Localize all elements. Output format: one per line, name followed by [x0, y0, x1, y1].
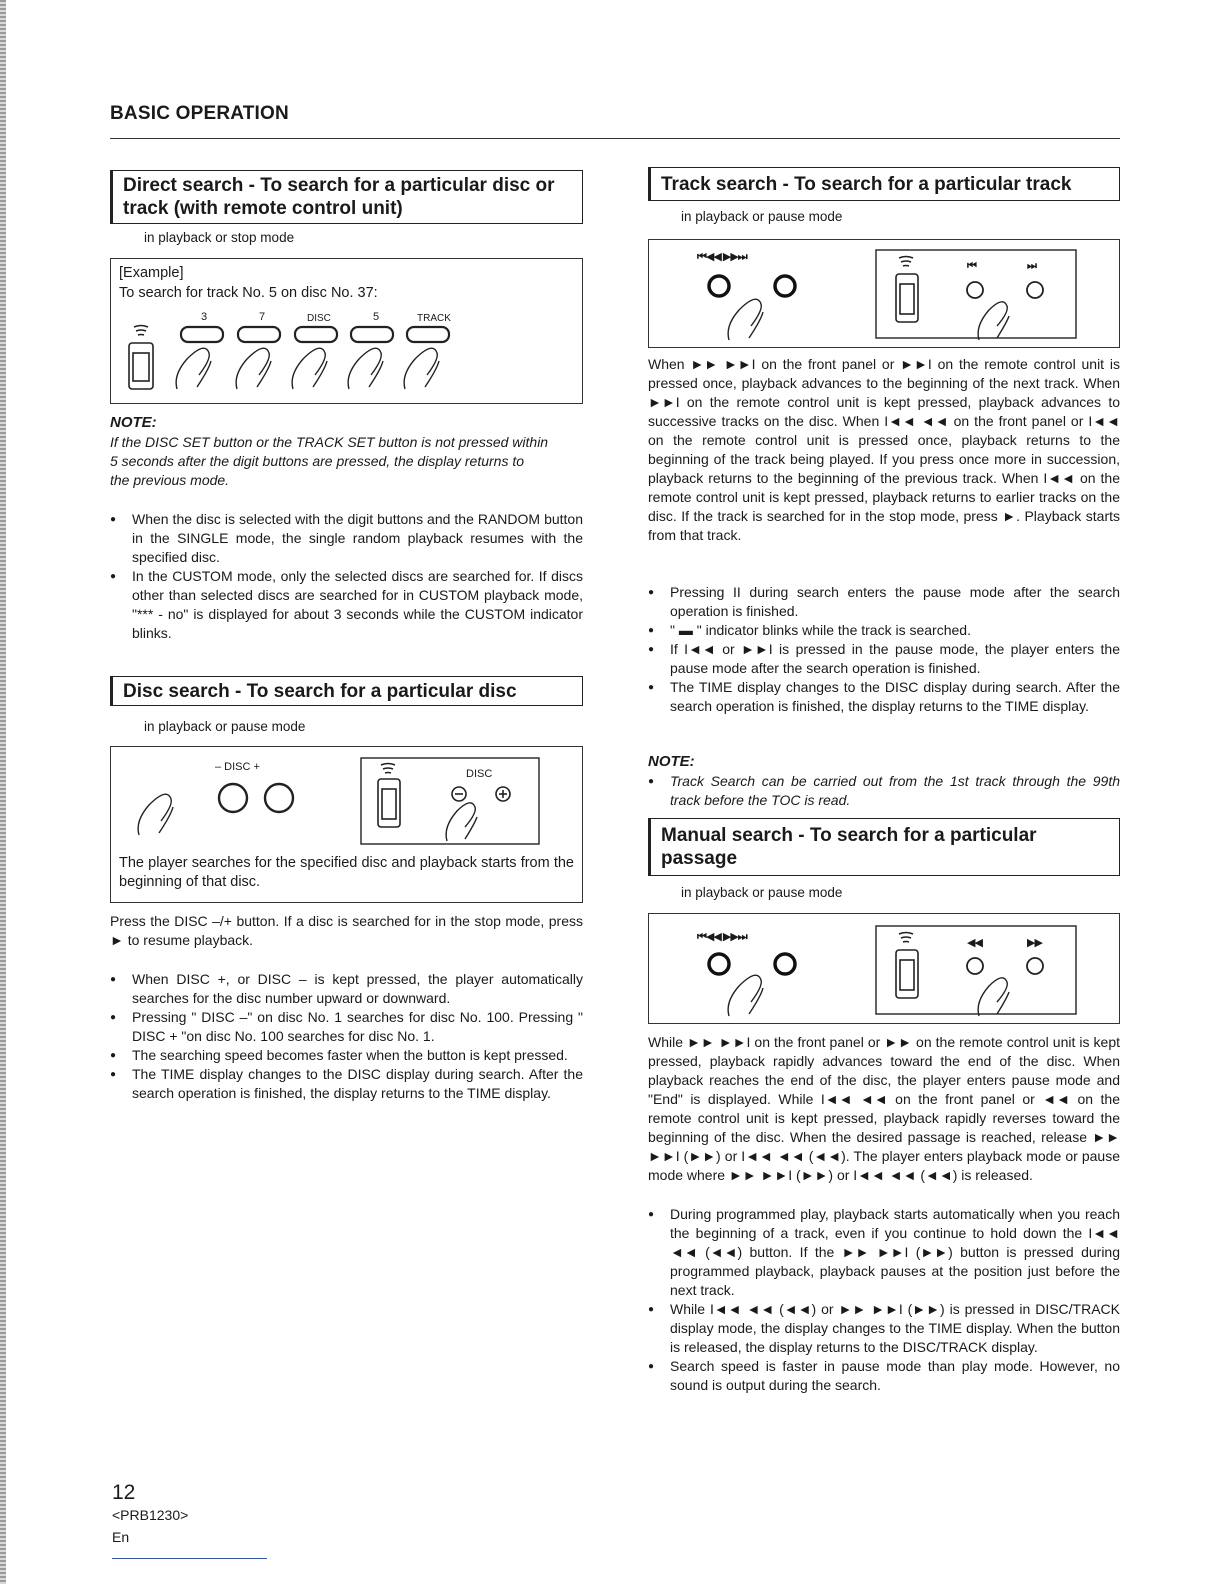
- finger-icons: [176, 348, 439, 389]
- list-item: ● Track Search can be carried out from the 1st track through the 99th track before the TOC is read.: [648, 772, 1120, 810]
- list-item: ● If I◄◄ or ►►I is pressed in the pause mode, the player enters the pause mode after the search operation is finished.: [648, 640, 1120, 678]
- btn-label-track: TRACK: [417, 313, 451, 324]
- document-code: <PRB1230>: [112, 1507, 189, 1523]
- track-note-heading: NOTE:: [648, 753, 695, 770]
- finger-icon: [978, 978, 1009, 1016]
- btn-label-7: 7: [259, 311, 266, 323]
- manual-search-title: [648, 818, 1120, 876]
- disc-para: Press the DISC –/+ button. If a disc is searched for in the stop mode, press ► to resume playback.: [110, 913, 583, 948]
- disc-bullets: [110, 970, 583, 1103]
- front-panel-skip-buttons: [709, 276, 795, 296]
- direct-mode: in playback or stop mode: [144, 230, 295, 245]
- list-item: ● Pressing II during search enters the pause mode after the search operation is finished.: [648, 583, 1120, 621]
- manual-panel-symbols: ⏮◀◀ ▶▶⏭: [697, 931, 747, 943]
- track-buttons-illustration: [649, 240, 1119, 347]
- finger-icon: [978, 302, 1009, 340]
- list-item: ● The TIME display changes to the DISC display during search. After the search operation is finished, the display returns to the TIME display.: [110, 1065, 583, 1103]
- track-frame: [648, 239, 1120, 348]
- remote-control-icon: [896, 933, 918, 999]
- front-panel-disc-buttons: [219, 784, 293, 812]
- list-item: ● While I◄◄ ◄◄ (◄◄) or ►► ►►I (►►) is pressed in DISC/TRACK display mode, the display changes to the TIME display. When the button is released, the display returns to the DISC/TRACK display.: [648, 1300, 1120, 1357]
- direct-bullets: [110, 510, 583, 643]
- track-search-title: Track search - To search for a particular track: [648, 167, 1120, 201]
- direct-note-line: the previous mode.: [110, 472, 230, 488]
- manual-title-line-2: passage: [661, 848, 738, 869]
- direct-search-title: [110, 170, 583, 224]
- list-item: ● Pressing " DISC –" on disc No. 1 searches for disc No. 100. Pressing " DISC + "on disc No. 100 searches for disc No. 1.: [110, 1008, 583, 1046]
- btn-label-5: 5: [373, 311, 380, 323]
- example-text: To search for track No. 5 on disc No. 37:: [119, 285, 378, 301]
- disc-remote-label: DISC: [466, 768, 493, 780]
- direct-title-line-2: track (with remote control unit): [123, 198, 403, 219]
- remote-inset: [876, 250, 1076, 338]
- track-remote-right-symbol: ⏭: [1027, 260, 1036, 272]
- remote-control-icon: [896, 257, 918, 323]
- finger-icon: [728, 299, 763, 340]
- language-code: En: [112, 1529, 130, 1545]
- finger-icon: [728, 975, 763, 1016]
- list-item: ● " ▬ " indicator blinks while the track is searched.: [648, 621, 1120, 640]
- list-item: ● During programmed play, playback starts automatically when you reach the beginning of a track, even if you continue to hold down the I◄◄ ◄◄ (◄◄) button. If the ►► ►►I (►►) button is pressed during programmed playback, playback pauses at the position just before the next track.: [648, 1205, 1120, 1300]
- digit-buttons: [181, 327, 449, 342]
- disc-frame: [110, 746, 583, 903]
- list-item: ● Search speed is faster in pause mode than play mode. However, no sound is output during the search.: [648, 1357, 1120, 1395]
- list-item: ● The searching speed becomes faster when the button is kept pressed.: [110, 1046, 583, 1065]
- track-bullets: [648, 583, 1120, 716]
- finger-icon: [446, 803, 477, 841]
- page-number: 12: [112, 1481, 136, 1504]
- remote-control-icon: [129, 326, 153, 390]
- direct-title-line-1: Direct search - To search for a particular disc or: [123, 175, 555, 196]
- list-item: ● When the disc is selected with the digit buttons and the RANDOM button in the SINGLE mode, the single random playback resumes with the specified disc.: [110, 510, 583, 567]
- disc-search-title: Disc search - To search for a particular disc: [110, 676, 583, 706]
- manual-frame: [648, 913, 1120, 1024]
- remote-control-icon: [378, 764, 400, 828]
- manual-bullets: [648, 1205, 1120, 1395]
- track-panel-symbols: ⏮◀◀ ▶▶⏭: [697, 251, 747, 263]
- remote-inset: [876, 926, 1076, 1014]
- direct-note-line: If the DISC SET button or the TRACK SET button is not pressed within: [110, 434, 549, 450]
- remote-search-buttons: [967, 958, 1043, 974]
- list-item: ● In the CUSTOM mode, only the selected discs are searched for. If discs other than selected discs are searched for in CUSTOM playback mode, "*** - no" is displayed for about 3 seconds while the CUSTOM indicator blinks.: [110, 567, 583, 643]
- direct-note-line: 5 seconds after the digit buttons are pressed, the display returns to: [110, 453, 525, 469]
- track-para: When ►► ►►I on the front panel or ►►I on the remote control unit is pressed once, playback advances to the beginning of the next track. When ►►I on the remote control unit is kept pressed, playback advances to successive tracks on the disc. When I◄◄ ◄◄ on the front panel or I◄◄ on the remote control unit is pressed once, playback returns to the beginning of the track being played. If you press once more in succession, playback returns to the beginning of the previous track. When I◄◄ on the remote control unit is kept pressed, playback returns to earlier tracks on the disc. If the track is searched for in the stop mode, press ►. Playback starts from that track.: [648, 356, 1120, 543]
- disc-buttons-illustration: [111, 747, 581, 857]
- direct-note: [110, 433, 583, 490]
- manual-buttons-illustration: [649, 914, 1119, 1023]
- remote-digit-buttons-illustration: [111, 259, 581, 402]
- list-item: ● The TIME display changes to the DISC display during search. After the search operation is finished, the display returns to the TIME display.: [648, 678, 1120, 716]
- manual-remote-left-symbol: ◀◀: [967, 937, 982, 949]
- page-edge: [0, 0, 6, 1584]
- manual-para: While ►► ►►I on the front panel or ►► on the remote control unit is kept pressed, playback rapidly advances toward the end of the disc. When playback reaches the end of the disc, the player enters pause mode and "End" is displayed. While I◄◄ ◄◄ on the front panel or ◄◄ on the remote control unit is kept pressed, playback rapidly reverses toward the beginning of the disc. When the desired passage is reached, release ►► ►►I (►►) or I◄◄ ◄◄ (◄◄). The player enters playback mode or pause mode where ►► ►►I (►►) or I◄◄ ◄◄ (◄◄) is released.: [648, 1034, 1120, 1183]
- header-rule: [110, 138, 1120, 139]
- disc-caption: The player searches for the specified disc and playback starts from the beginning of that disc.: [119, 855, 574, 890]
- footer-rule: [112, 1558, 267, 1559]
- front-panel-search-buttons: [709, 954, 795, 974]
- remote-skip-buttons: [967, 282, 1043, 298]
- disc-mode: in playback or pause mode: [144, 719, 306, 734]
- track-note: [648, 772, 1120, 810]
- finger-icon: [138, 794, 173, 835]
- manual-remote-right-symbol: ▶▶: [1027, 937, 1042, 949]
- manual-title-line-1: Manual search - To search for a particular: [661, 825, 1037, 846]
- track-remote-left-symbol: ⏮: [967, 260, 976, 272]
- list-item: ● When DISC +, or DISC – is kept pressed, the player automatically searches for the disc number upward or downward.: [110, 970, 583, 1008]
- remote-disc-buttons: [452, 787, 510, 801]
- section-heading: BASIC OPERATION: [110, 103, 289, 124]
- manual-mode: in playback or pause mode: [681, 885, 843, 900]
- example-frame: [110, 258, 583, 404]
- track-mode: in playback or pause mode: [681, 209, 843, 224]
- btn-label-3: 3: [201, 311, 208, 323]
- example-label: [Example]: [119, 265, 184, 281]
- remote-inset: [361, 758, 539, 844]
- direct-note-heading: NOTE:: [110, 414, 157, 431]
- disc-panel-label: – DISC +: [215, 761, 260, 773]
- btn-label-disc: DISC: [307, 313, 331, 324]
